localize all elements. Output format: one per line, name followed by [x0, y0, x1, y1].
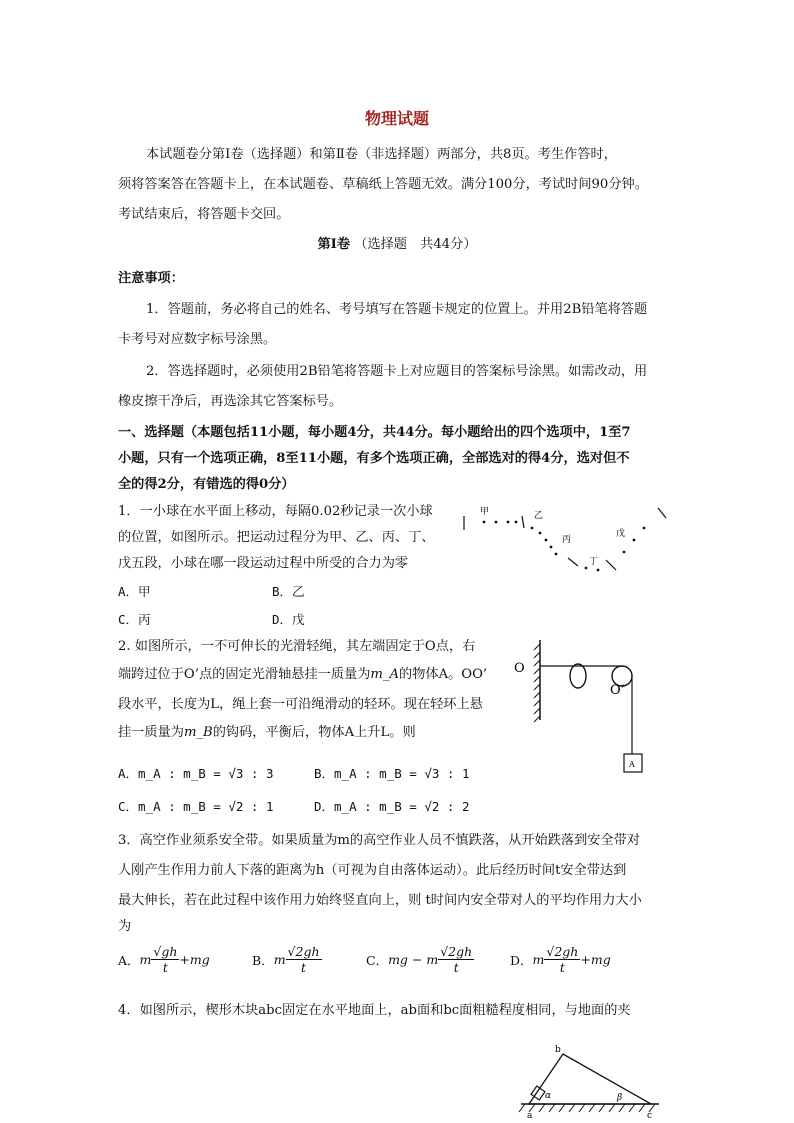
q3-optA-label: A． [118, 952, 140, 968]
q1-trajectory-figure [456, 500, 676, 585]
q3-optC-frac: $\frac{√2gh}{t}$ [440, 944, 473, 975]
section-title: 第Ⅰ卷 [317, 237, 351, 252]
q3-optC-expr: mg − m [388, 952, 439, 967]
page-title: 物理试题 [364, 109, 429, 128]
section-subtitle: （选择题 共44分） [354, 237, 477, 252]
trajectory-dot [585, 567, 588, 570]
label-beta: β [617, 1093, 623, 1103]
trajectory-dot [550, 546, 553, 549]
q2-line-4b: 的钩码，平衡后，物体A上升L。则 [212, 725, 416, 740]
q3-optD-m: m [532, 952, 545, 967]
trajectory-dot [623, 551, 626, 554]
q1-option-c: C．丙 [118, 612, 151, 627]
notice-item2-b: 橡皮擦干净后，再选涂其它答案标号。 [118, 394, 343, 409]
q2-line-4a: 挂一质量为 [118, 725, 184, 740]
q2-line-2b: 的物体A。OO’ [399, 667, 488, 682]
label-yi: 乙 [534, 511, 544, 521]
label-a: a [527, 1111, 533, 1120]
q3-line-3: 最大伸长，若在此过程中该作用力始终竖直向上，则 t时间内安全带对人的平均作用力大小 [118, 893, 642, 908]
trajectory-dot [643, 527, 646, 530]
q3-option-b [252, 944, 322, 975]
notice-item1-a: 1．答题前，务必将自己的姓名、考号填写在答题卡规定的位置上。并用2B铅笔将答题 [146, 302, 648, 317]
trajectory-dot [515, 521, 518, 524]
trajectory-dot [507, 521, 510, 524]
q3-optA-m: m [139, 952, 152, 967]
ring [570, 664, 586, 688]
q3-optB-m: m [273, 952, 286, 967]
q3-line-2: 人刚产生作用力前人下落的距离为h（可视为自由落体运动）。此后经历时间t安全带达到 [118, 863, 627, 878]
q1-option-d: D．戊 [272, 612, 305, 627]
section-heading [0, 233, 794, 252]
trajectory-dot [495, 521, 498, 524]
notice-heading: 注意事项： [118, 271, 184, 286]
part1-line-2: 小题，只有一个选项正确，8至11小题，有多个选项正确，全部选对的得4分，选对但不 [118, 451, 630, 466]
label-A: A [629, 760, 635, 769]
intro-line-3: 考试结束后，将答题卡交回。 [118, 207, 290, 222]
intro-line-1: 本试题卷分第Ⅰ卷（选择题）和第Ⅱ卷（非选择题）两部分，共8页。考生作答时， [146, 147, 617, 162]
trajectory-dot [539, 532, 542, 535]
label-O: O [514, 661, 525, 676]
label-bing: 丙 [562, 535, 572, 545]
trajectory-dot [597, 569, 600, 572]
label-b: b [555, 1045, 561, 1055]
q3-optB-frac: $\frac{√2gh}{t}$ [287, 944, 320, 975]
trajectory-dot [483, 521, 486, 524]
trajectory-dot [633, 539, 636, 542]
q3-optD-mg: +mg [580, 952, 611, 967]
q2-line-2 [118, 660, 508, 690]
label-ding: 丁 [589, 557, 599, 567]
q2-option-a: A．m_A : m_B = √3 : 3 [118, 766, 274, 781]
q1-line-3: 戊五段，小球在哪一段运动过程中所受的合力为零 [118, 556, 409, 571]
trajectory-dot [555, 553, 558, 556]
q2-line-2a: 端跨过位于O’点的固定光滑轴悬挂一质量为 [118, 667, 371, 682]
q3-optD-frac: $\frac{√2gh}{t}$ [546, 944, 579, 975]
q2-mB: m_B [183, 725, 213, 740]
q3-line-1: 3．高空作业须系安全带。如果质量为m的高空作业人员不慎跌落，从开始跌落到安全带对 [118, 833, 641, 848]
q1-line-2: 的位置，如图所示。把运动过程分为甲、乙、丙、丁、 [118, 530, 435, 545]
trajectory-dot [545, 539, 548, 542]
intro-line-2: 须将答案答在答题卡上，在本试题卷、草稿纸上答题无效。满分100分，考试时间90分钟。 [118, 177, 648, 192]
label-O-prime: O’ [610, 683, 625, 698]
q2-line-4 [118, 718, 508, 748]
q2-option-b: B．m_A : m_B = √3 : 1 [314, 766, 470, 781]
part1-line-3: 全的得2分，有错选的得0分） [118, 477, 295, 492]
q3-option-c [366, 944, 474, 975]
q2-mA: m_A [370, 667, 400, 682]
part1-line-1: 一、选择题（本题包括11小题，每小题4分，共44分。每小题给出的四个选项中，1至7 [118, 425, 631, 440]
q4-line-1: 4．如图所示，楔形木块abc固定在水平地面上，ab面和bc面粗糙程度相同，与地面的夹 [118, 1003, 631, 1018]
q3-optA-mg: +mg [179, 952, 210, 967]
notice-item2-a: 2．答选择题时，必须使用2B铅笔将答题卡上对应题目的答案标号涂黑。如需改动，用 [146, 364, 648, 379]
q2-option-c: C．m_A : m_B = √2 : 1 [118, 799, 274, 814]
q1-option-a: A．甲 [118, 584, 151, 599]
label-wu: 戊 [616, 529, 626, 539]
q3-optA-frac: $\frac{√gh}{t}$ [153, 944, 178, 975]
trajectory-dot [531, 527, 534, 530]
notice-item1-b: 卡考号对应数字标号涂黑。 [118, 332, 277, 347]
q4-wedge-figure [515, 1040, 665, 1120]
q2-line-3: 段水平，长度为L，绳上套一可沿绳滑动的轻环。现在轻环上悬 [118, 697, 483, 712]
q1-line-1: 1．一小球在水平面上移动，每隔0.02秒记录一次小球 [118, 504, 433, 519]
q3-line-4: 为 [118, 919, 132, 934]
q2-option-d: D．m_A : m_B = √2 : 2 [314, 799, 470, 814]
q3-optC-label: C． [366, 952, 389, 968]
q3-optD-label: D． [510, 952, 533, 968]
q2-pulley-figure [510, 632, 660, 782]
q3-optB-label: B． [252, 952, 274, 968]
label-c: c [647, 1111, 653, 1120]
q3-option-d [510, 944, 611, 975]
label-alpha: α [545, 1091, 552, 1101]
label-jia: 甲 [480, 507, 490, 517]
q3-option-a [118, 944, 210, 975]
q1-option-b: B．乙 [272, 584, 305, 599]
q2-line-1: 2. 如图所示，一不可伸长的光滑轻绳，其左端固定于O点，右 [118, 639, 476, 654]
